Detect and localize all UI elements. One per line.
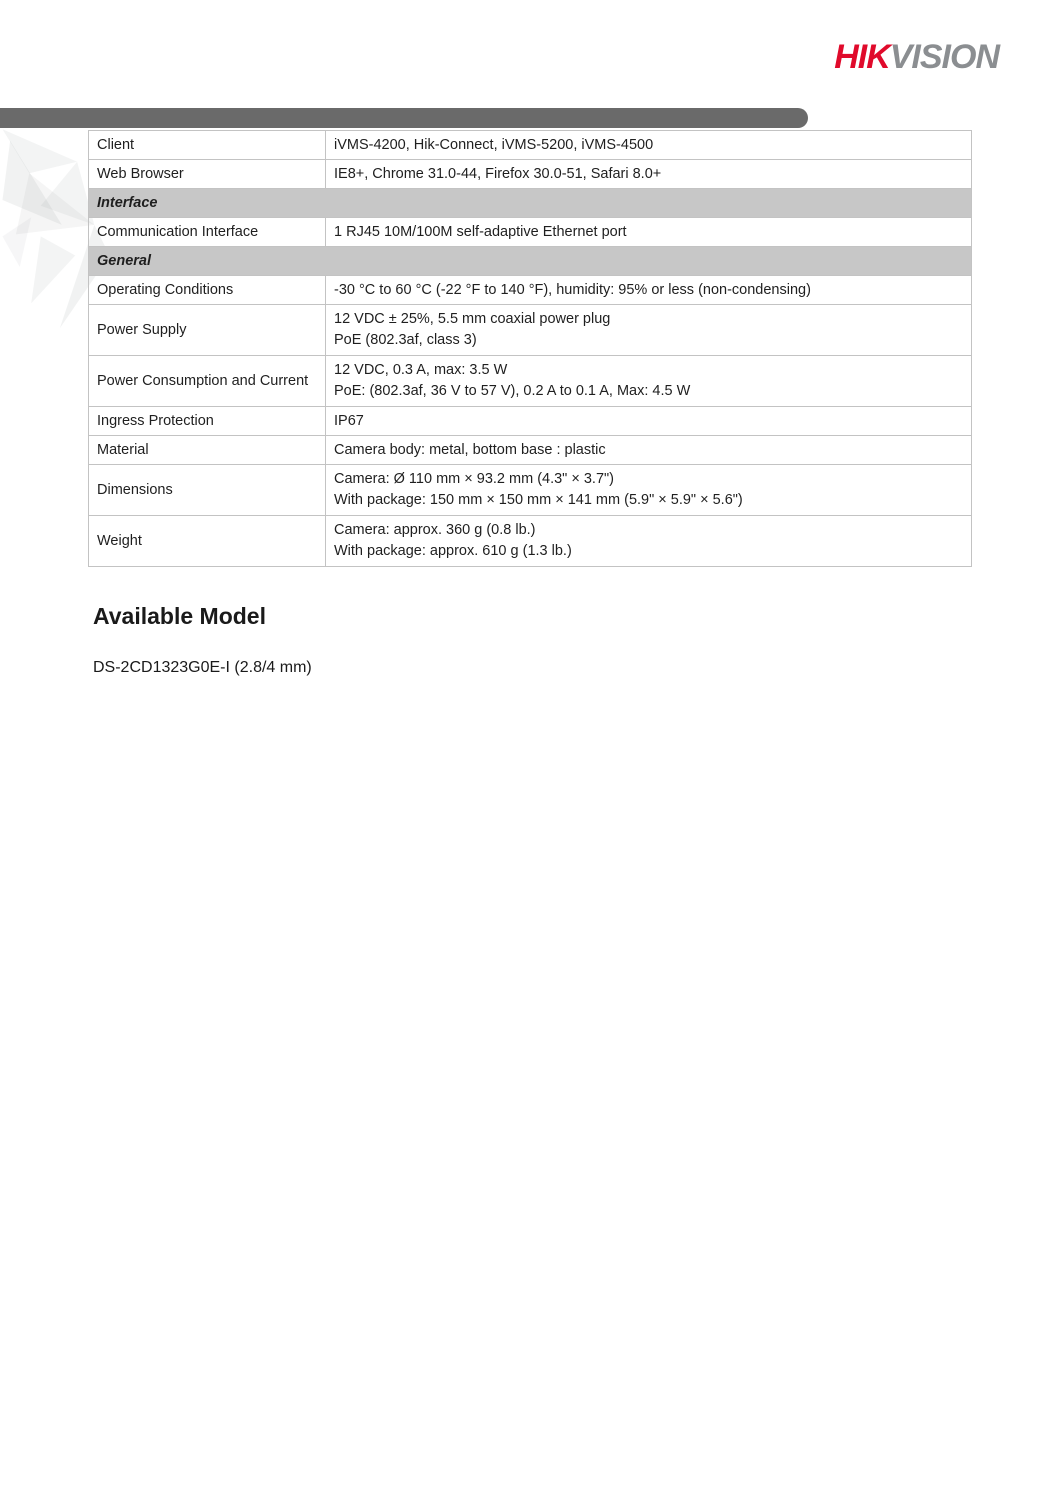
logo-hik-text: HIK [834, 38, 890, 76]
spec-label: Client [89, 131, 326, 160]
spec-label: Power Consumption and Current [89, 356, 326, 407]
table-row-operating-conditions [89, 276, 972, 305]
spec-value-line: With package: approx. 610 g (1.3 lb.) [334, 543, 572, 559]
section-header: General [89, 247, 972, 276]
spec-label: Communication Interface [89, 218, 326, 247]
available-model-value: DS-2CD1323G0E-I (2.8/4 mm) [93, 659, 312, 676]
available-model-heading: Available Model [93, 603, 266, 629]
spec-label: Operating Conditions [89, 276, 326, 305]
spec-label: Ingress Protection [89, 407, 326, 436]
spec-value [326, 465, 972, 516]
spec-value: 1 RJ45 10M/100M self-adaptive Ethernet port [326, 218, 972, 247]
spec-label: Material [89, 436, 326, 465]
table-row-power-consumption [89, 356, 972, 407]
hikvision-logo [834, 38, 999, 77]
spec-table [88, 130, 972, 567]
section-row-interface [89, 189, 972, 218]
spec-value-line: 12 VDC ± 25%, 5.5 mm coaxial power plug [334, 311, 611, 327]
spec-value: iVMS-4200, Hik-Connect, iVMS-5200, iVMS-4500 [326, 131, 972, 160]
spec-value [326, 305, 972, 356]
spec-value-line: PoE (802.3af, class 3) [334, 332, 477, 348]
header-divider-bar [0, 108, 808, 128]
spec-label: Dimensions [89, 465, 326, 516]
table-row-weight [89, 516, 972, 567]
spec-value-line: Camera: approx. 360 g (0.8 lb.) [334, 522, 536, 538]
table-row-client [89, 131, 972, 160]
spec-value: IE8+, Chrome 31.0-44, Firefox 30.0-51, Safari 8.0+ [326, 160, 972, 189]
spec-value: IP67 [326, 407, 972, 436]
spec-value-line: 12 VDC, 0.3 A, max: 3.5 W [334, 362, 508, 378]
spec-label: Web Browser [89, 160, 326, 189]
spec-value: Camera body: metal, bottom base : plastic [326, 436, 972, 465]
section-header: Interface [89, 189, 972, 218]
spec-value-line: PoE: (802.3af, 36 V to 57 V), 0.2 A to 0.1 A, Max: 4.5 W [334, 383, 691, 399]
spec-label: Weight [89, 516, 326, 567]
section-row-general [89, 247, 972, 276]
spec-value [326, 356, 972, 407]
table-row-dimensions [89, 465, 972, 516]
table-row-web-browser [89, 160, 972, 189]
spec-value-line: Camera: Ø 110 mm × 93.2 mm (4.3" × 3.7") [334, 471, 614, 487]
table-row-communication-interface [89, 218, 972, 247]
spec-value-line: With package: 150 mm × 150 mm × 141 mm (5.9" × 5.9" × 5.6") [334, 492, 743, 508]
table-row-ingress-protection [89, 407, 972, 436]
logo-vision-text: VISION [889, 38, 999, 76]
table-row-power-supply [89, 305, 972, 356]
spec-value: -30 °C to 60 °C (-22 °F to 140 °F), humidity: 95% or less (non-condensing) [326, 276, 972, 305]
spec-value [326, 516, 972, 567]
spec-label: Power Supply [89, 305, 326, 356]
table-row-material [89, 436, 972, 465]
